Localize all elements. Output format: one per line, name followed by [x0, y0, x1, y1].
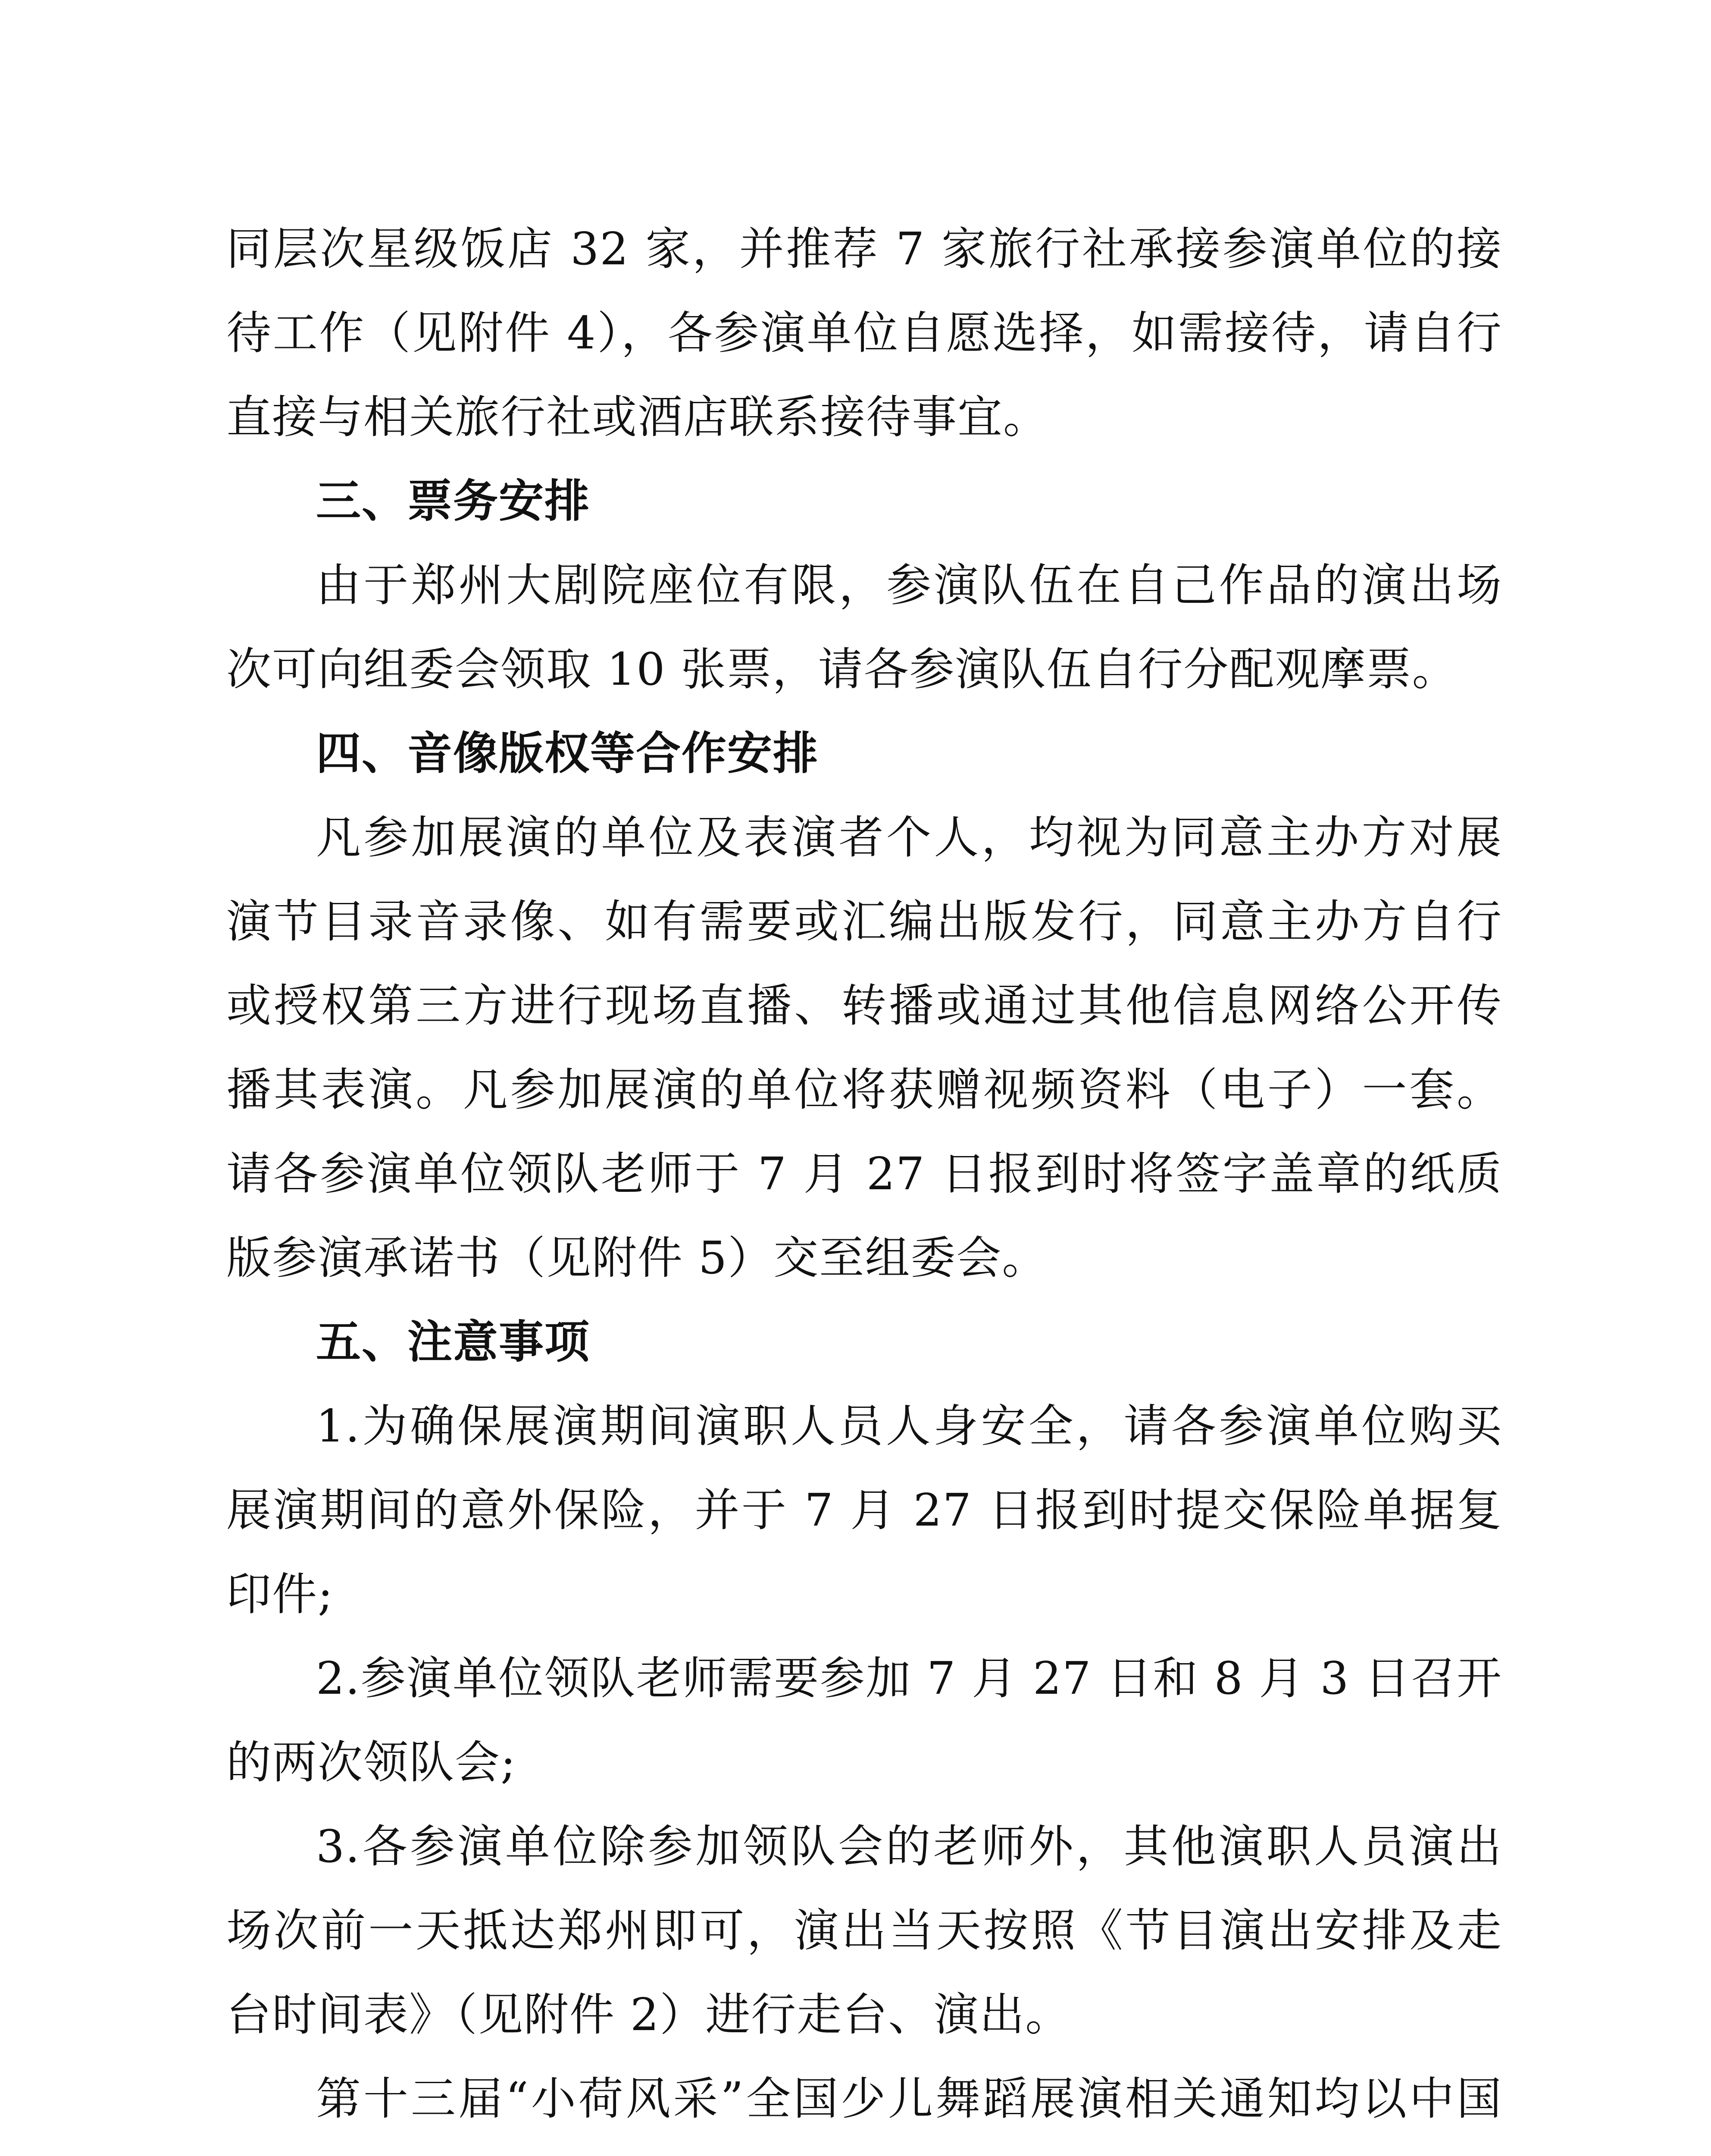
paragraph-ticketing: 由于郑州大剧院座位有限，参演队伍在自己作品的演出场次可向组委会领取 10 张票，请各参演队伍自行分配观摩票。	[226, 559, 1502, 696]
section-heading-ticketing: 三、票务安排	[316, 475, 591, 527]
list-item-insurance: 1.为确保展演期间演职人员人身安全，请各参演单位购买展演期间的意外保险，并于 7 月 27 日报到时提交保险单据复印件;	[226, 1400, 1502, 1620]
document-body	[226, 207, 1502, 2156]
list-item-arrival: 3.各参演单位除参加领队会的老师外，其他演职人员演出场次前一天抵达郑州即可，演出当天按照《节目演出安排及走台时间表》（见附件 2）进行走台、演出。	[226, 1820, 1502, 2041]
list-item-team-meetings: 2.参演单位领队老师需要参加 7 月 27 日和 8 月 3 日召开的两次领队会;	[226, 1652, 1502, 1789]
section-heading-notes: 五、注意事项	[316, 1316, 591, 1368]
paragraph-notice-channels: 第十三届“小荷风采”全国少儿舞蹈展演相关通知均以中国	[316, 2072, 1502, 2125]
section-heading-copyright: 四、音像版权等合作安排	[316, 727, 819, 780]
paragraph-copyright: 凡参加展演的单位及表演者个人，均视为同意主办方对展演节目录音录像、如有需要或汇编出版发行，同意主办方自行或授权第三方进行现场直播、转播或通过其他信息网络公开传播其表演。凡参加展演的单位将获赠视频资料（电子）一套。请各参演单位领队老师于 7 月 27 日报到时将签字盖章的纸质版参演承诺书（见附件 5）交至组委会。	[226, 811, 1502, 1284]
paragraph-reception-arrangement: 同层次星级饭店 32 家，并推荐 7 家旅行社承接参演单位的接待工作（见附件 4），各参演单位自愿选择，如需接待，请自行直接与相关旅行社或酒店联系接待事宜。	[226, 222, 1502, 443]
